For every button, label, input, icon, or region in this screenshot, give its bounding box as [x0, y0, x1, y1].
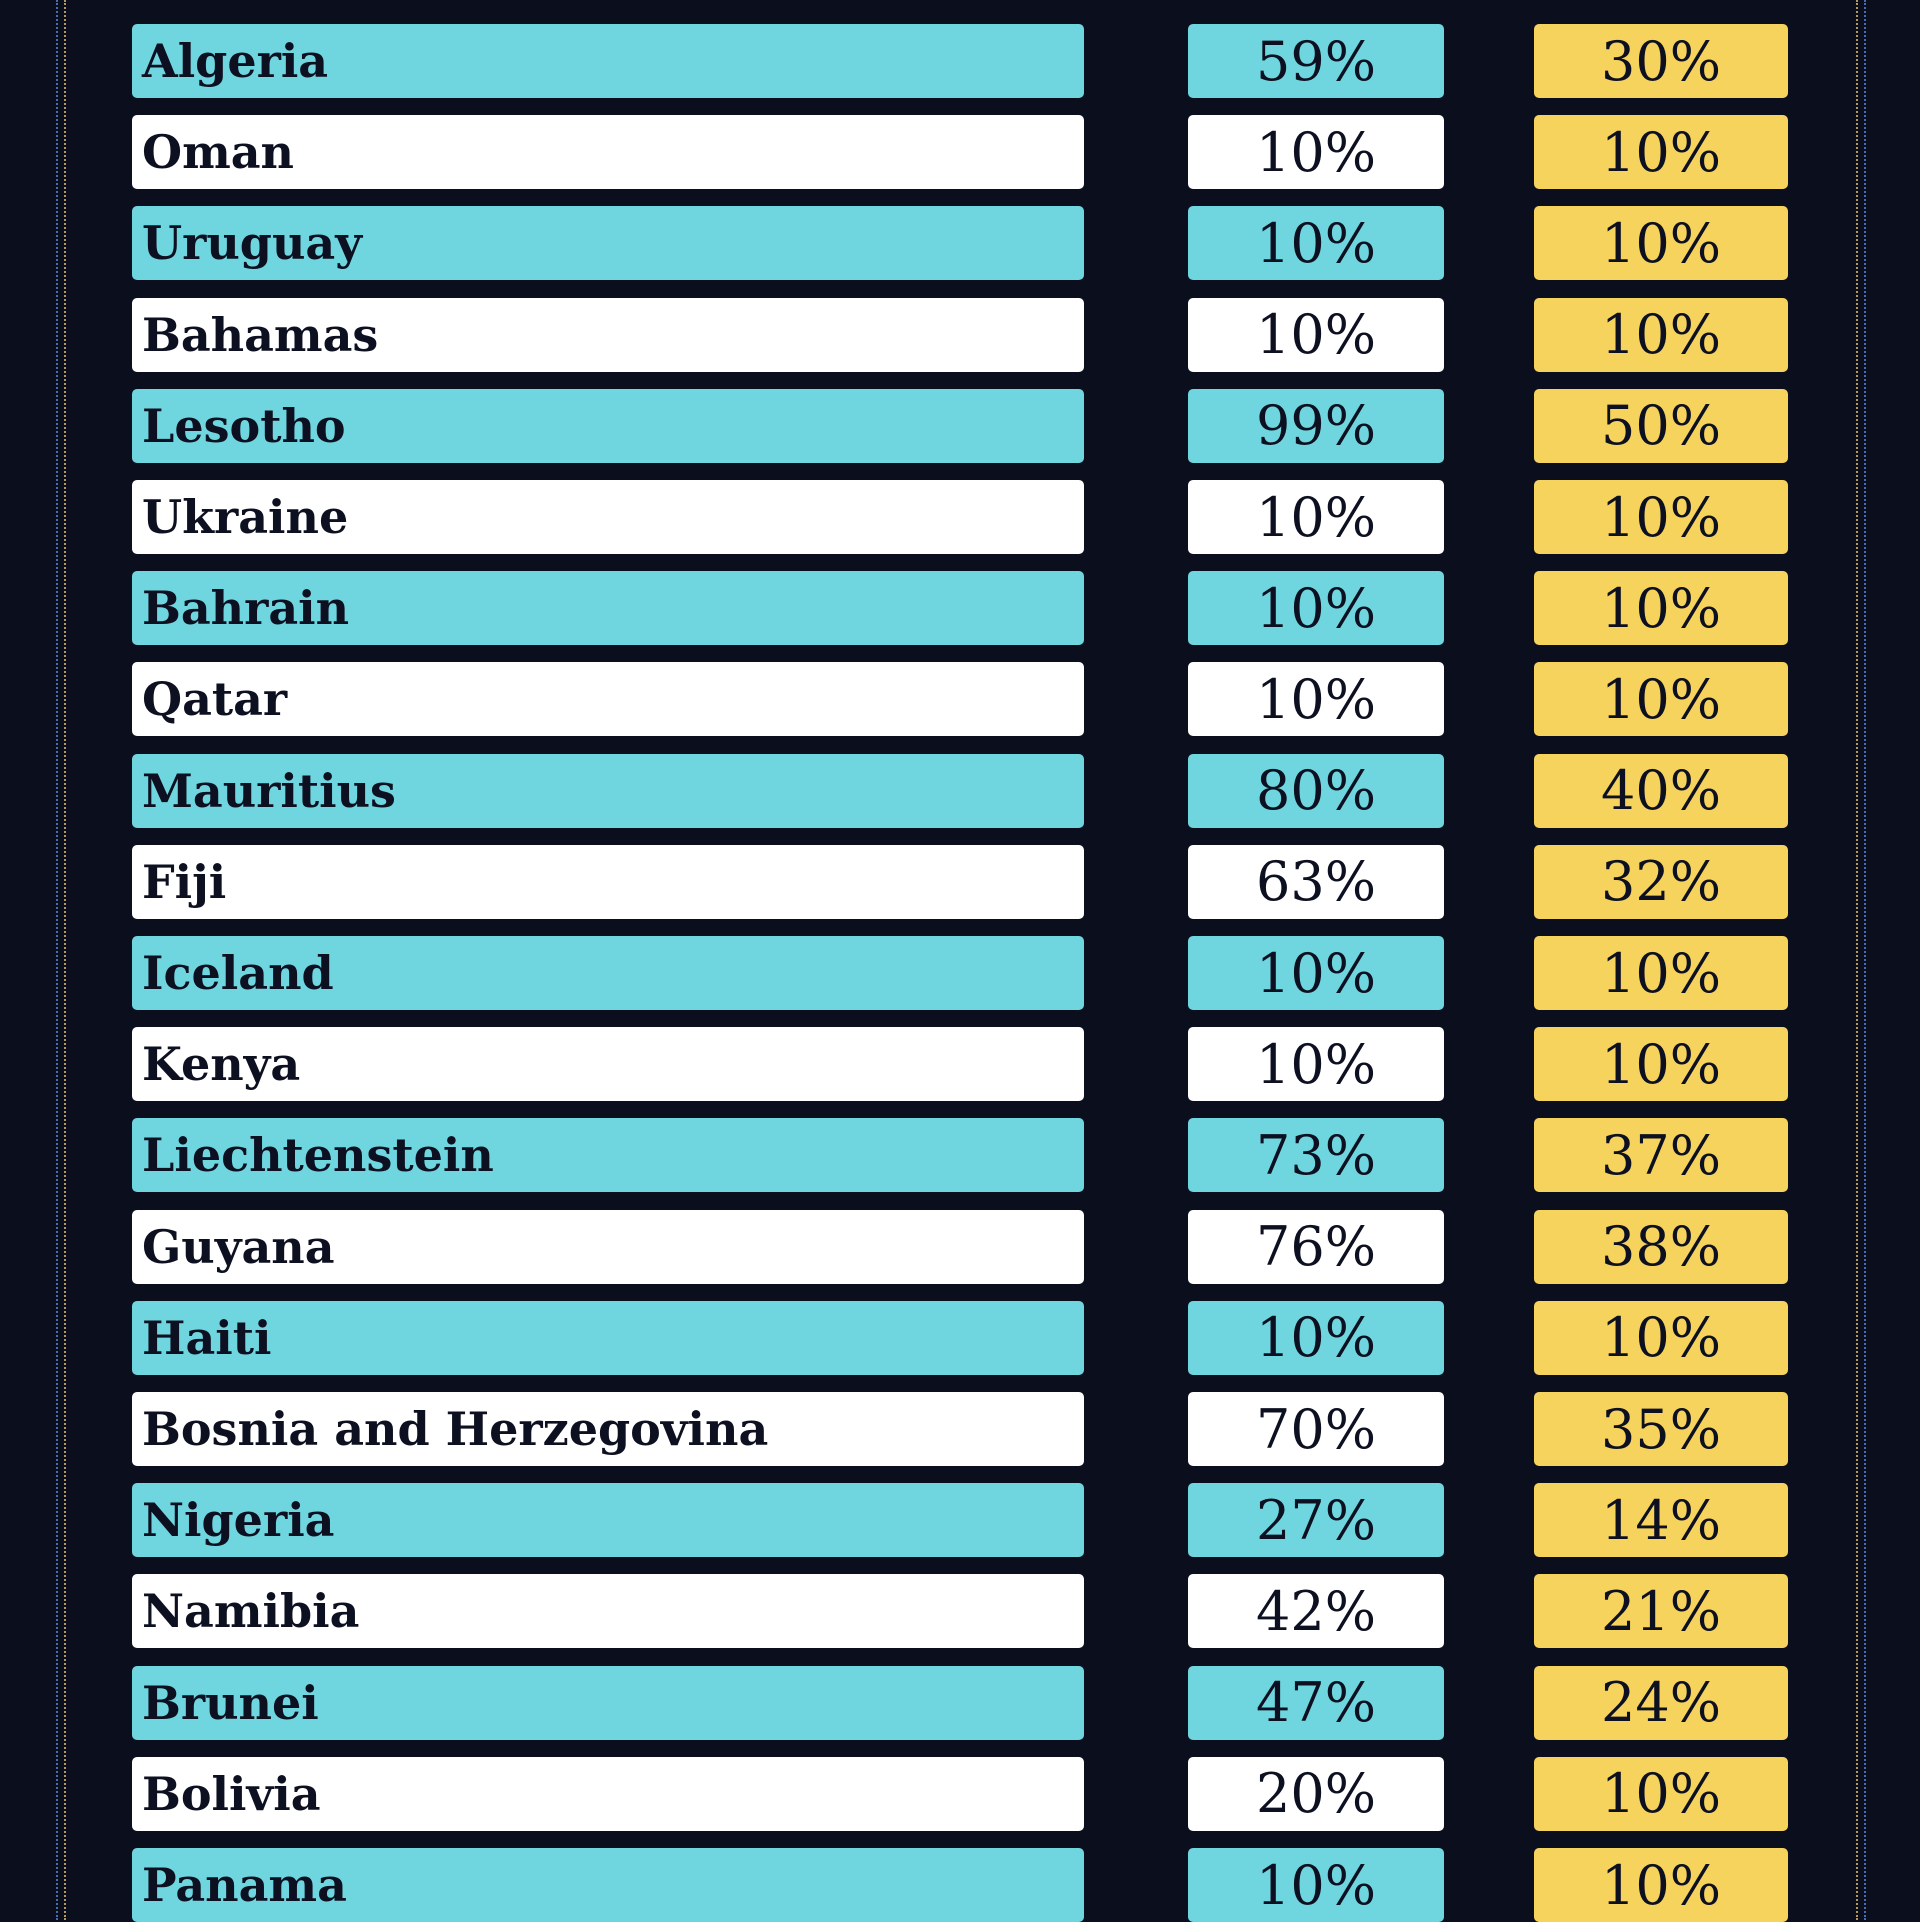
country-cell: Bahrain	[132, 571, 1084, 645]
country-cell: Ukraine	[132, 480, 1084, 554]
value2-cell: 30%	[1534, 24, 1788, 98]
table-row	[0, 24, 1920, 98]
table-row	[0, 389, 1920, 463]
table-row	[0, 206, 1920, 280]
country-cell: Bolivia	[132, 1757, 1084, 1831]
table-row	[0, 1483, 1920, 1557]
country-cell: Qatar	[132, 662, 1084, 736]
country-cell: Haiti	[132, 1301, 1084, 1375]
country-cell: Bahamas	[132, 298, 1084, 372]
table-row	[0, 1848, 1920, 1922]
country-cell: Iceland	[132, 936, 1084, 1010]
value2-cell: 10%	[1534, 206, 1788, 280]
country-cell: Liechtenstein	[132, 1118, 1084, 1192]
table-row	[0, 571, 1920, 645]
value1-cell: 10%	[1188, 1027, 1444, 1101]
value1-cell: 20%	[1188, 1757, 1444, 1831]
table-row	[0, 1118, 1920, 1192]
value2-cell: 35%	[1534, 1392, 1788, 1466]
table-row	[0, 1757, 1920, 1831]
country-cell: Algeria	[132, 24, 1084, 98]
country-cell: Namibia	[132, 1574, 1084, 1648]
table-row	[0, 936, 1920, 1010]
country-cell: Guyana	[132, 1210, 1084, 1284]
value2-cell: 10%	[1534, 298, 1788, 372]
value1-cell: 10%	[1188, 1301, 1444, 1375]
value2-cell: 32%	[1534, 845, 1788, 919]
value1-cell: 10%	[1188, 662, 1444, 736]
value1-cell: 10%	[1188, 206, 1444, 280]
table-row	[0, 1574, 1920, 1648]
country-cell: Lesotho	[132, 389, 1084, 463]
value1-cell: 80%	[1188, 754, 1444, 828]
country-cell: Brunei	[132, 1666, 1084, 1740]
country-cell: Bosnia and Herzegovina	[132, 1392, 1084, 1466]
table-row	[0, 845, 1920, 919]
country-cell: Mauritius	[132, 754, 1084, 828]
value1-cell: 10%	[1188, 298, 1444, 372]
value2-cell: 24%	[1534, 1666, 1788, 1740]
table-row	[0, 1666, 1920, 1740]
country-cell: Kenya	[132, 1027, 1084, 1101]
value1-cell: 10%	[1188, 936, 1444, 1010]
value1-cell: 42%	[1188, 1574, 1444, 1648]
table-row	[0, 115, 1920, 189]
value2-cell: 10%	[1534, 571, 1788, 645]
table-row	[0, 1210, 1920, 1284]
value1-cell: 10%	[1188, 115, 1444, 189]
value1-cell: 73%	[1188, 1118, 1444, 1192]
value1-cell: 27%	[1188, 1483, 1444, 1557]
value2-cell: 10%	[1534, 1848, 1788, 1922]
table-row	[0, 298, 1920, 372]
value2-cell: 40%	[1534, 754, 1788, 828]
value2-cell: 10%	[1534, 1757, 1788, 1831]
value2-cell: 10%	[1534, 662, 1788, 736]
country-cell: Oman	[132, 115, 1084, 189]
table-row	[0, 1392, 1920, 1466]
country-cell: Uruguay	[132, 206, 1084, 280]
table-row	[0, 662, 1920, 736]
value2-cell: 38%	[1534, 1210, 1788, 1284]
country-cell: Panama	[132, 1848, 1084, 1922]
value2-cell: 50%	[1534, 389, 1788, 463]
value1-cell: 10%	[1188, 480, 1444, 554]
table-row	[0, 1027, 1920, 1101]
value2-cell: 10%	[1534, 1301, 1788, 1375]
value1-cell: 63%	[1188, 845, 1444, 919]
table-row	[0, 1301, 1920, 1375]
value1-cell: 10%	[1188, 571, 1444, 645]
value1-cell: 10%	[1188, 1848, 1444, 1922]
value2-cell: 14%	[1534, 1483, 1788, 1557]
table-row	[0, 480, 1920, 554]
value1-cell: 70%	[1188, 1392, 1444, 1466]
value2-cell: 10%	[1534, 480, 1788, 554]
value2-cell: 10%	[1534, 936, 1788, 1010]
value2-cell: 10%	[1534, 1027, 1788, 1101]
value2-cell: 21%	[1534, 1574, 1788, 1648]
value1-cell: 47%	[1188, 1666, 1444, 1740]
value1-cell: 99%	[1188, 389, 1444, 463]
value1-cell: 76%	[1188, 1210, 1444, 1284]
value2-cell: 37%	[1534, 1118, 1788, 1192]
value1-cell: 59%	[1188, 24, 1444, 98]
country-cell: Fiji	[132, 845, 1084, 919]
value2-cell: 10%	[1534, 115, 1788, 189]
table-row	[0, 754, 1920, 828]
country-cell: Nigeria	[132, 1483, 1084, 1557]
